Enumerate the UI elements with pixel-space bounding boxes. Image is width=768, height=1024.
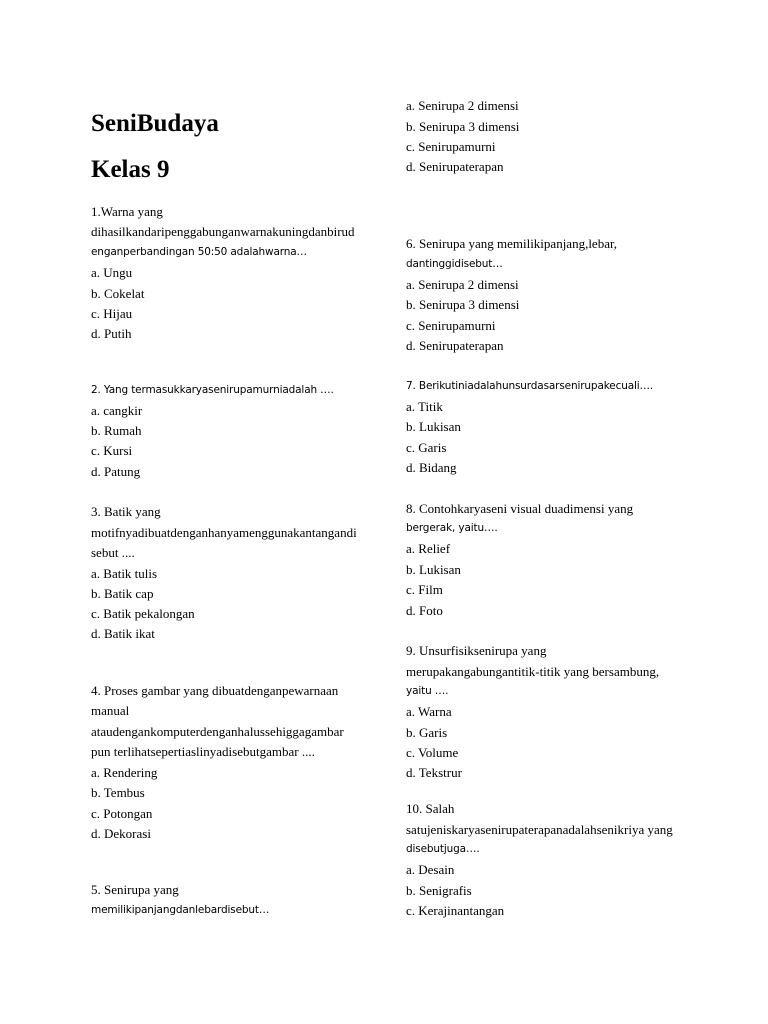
question-8-text: 8. Contohkaryaseni visual duadimensi yang <box>406 501 634 516</box>
page-subtitle: Kelas 9 <box>91 156 170 183</box>
question-5-text: 5. Senirupa yang <box>91 882 179 897</box>
question-8-option-b: b. Lukisan <box>406 562 461 577</box>
page-title: SeniBudaya <box>91 110 219 137</box>
question-8-option-d: d. Foto <box>406 603 443 618</box>
question-5-option-d: d. Senirupaterapan <box>406 159 504 174</box>
question-4-option-d: d. Dekorasi <box>91 826 151 841</box>
question-3-text: motifnyadibuatdenganhanyamenggunakantangandi <box>91 525 357 540</box>
question-3-text: 3. Batik yang <box>91 504 161 519</box>
question-5-text: memilikipanjangdanlebardisebut… <box>91 904 270 916</box>
question-5-option-c: c. Senirupamurni <box>406 139 496 154</box>
question-8-option-a: a. Relief <box>406 541 451 556</box>
question-10-option-c: c. Kerajinantangan <box>406 903 505 918</box>
question-9-option-b: b. Garis <box>406 725 448 740</box>
question-4-text: ataudengankomputerdenganhalussehiggagambar <box>91 724 344 739</box>
question-6-option-c: c. Senirupamurni <box>406 318 496 333</box>
question-7-text: 7. Berikutiniadalahunsurdasarsenirupakecuali…. <box>406 380 654 392</box>
question-8-text: bergerak, yaitu…. <box>406 522 498 534</box>
question-2-text: 2. Yang termasukkaryasenirupamurniadalah …. <box>91 384 334 396</box>
question-9-text: yaitu …. <box>406 685 449 697</box>
question-9-text: merupakangabungantitik-titik yang bersambung, <box>406 664 660 679</box>
question-10-option-b: b. Senigrafis <box>406 883 472 898</box>
question-6-text: dantinggidisebut… <box>406 258 503 270</box>
question-9-option-a: a. Warna <box>406 704 452 719</box>
question-10-option-a: a. Desain <box>406 862 455 877</box>
question-6-option-a: a. Senirupa 2 dimensi <box>406 277 519 292</box>
question-4-option-c: c. Potongan <box>91 806 153 821</box>
question-10-text: satujeniskaryasenirupaterapanadalahsenikriya yang <box>406 822 673 837</box>
question-9-option-d: d. Tekstrur <box>406 765 462 780</box>
question-4-text: pun terlihatsepertiaslinyadisebutgambar .... <box>91 744 315 759</box>
question-1-text: enganperbandingan 50:50 adalahwarna… <box>91 246 307 258</box>
question-2-option-a: a. cangkir <box>91 403 143 418</box>
question-3-option-b: b. Batik cap <box>91 586 154 601</box>
question-1-option-c: c. Hijau <box>91 306 133 321</box>
question-2-option-d: d. Patung <box>91 464 141 479</box>
question-7-option-d: d. Bidang <box>406 460 457 475</box>
question-4-text: manual <box>91 703 130 718</box>
question-9-option-c: c. Volume <box>406 745 459 760</box>
question-6-text: 6. Senirupa yang memilikipanjang,lebar, <box>406 236 618 251</box>
question-4-text: 4. Proses gambar yang dibuatdenganpewarnaan <box>91 683 339 698</box>
question-7-option-b: b. Lukisan <box>406 419 461 434</box>
question-4-option-a: a. Rendering <box>91 765 158 780</box>
question-4-option-b: b. Tembus <box>91 785 145 800</box>
question-5-option-b: b. Senirupa 3 dimensi <box>406 119 520 134</box>
question-6-option-d: d. Senirupaterapan <box>406 338 504 353</box>
question-2-option-b: b. Rumah <box>91 423 142 438</box>
question-1-option-d: d. Putih <box>91 326 132 341</box>
question-1-option-b: b. Cokelat <box>91 286 145 301</box>
question-5-option-a: a. Senirupa 2 dimensi <box>406 98 519 113</box>
question-8-option-c: c. Film <box>406 582 443 597</box>
question-7-option-c: c. Garis <box>406 440 447 455</box>
question-1-text: 1.Warna yang <box>91 204 163 219</box>
question-10-text: 10. Salah <box>406 801 455 816</box>
question-3-option-d: d. Batik ikat <box>91 626 155 641</box>
question-9-text: 9. Unsurfisiksenirupa yang <box>406 643 547 658</box>
question-7-option-a: a. Titik <box>406 399 443 414</box>
question-2-option-c: c. Kursi <box>91 443 133 458</box>
question-3-text: sebut .... <box>91 545 135 560</box>
question-1-option-a: a. Ungu <box>91 265 133 280</box>
question-3-option-c: c. Batik pekalongan <box>91 606 195 621</box>
question-10-text: disebutjuga…. <box>406 843 480 855</box>
question-1-text: dihasilkandaripenggabunganwarnakuningdanbirud <box>91 224 355 239</box>
question-6-option-b: b. Senirupa 3 dimensi <box>406 297 520 312</box>
question-3-option-a: a. Batik tulis <box>91 566 158 581</box>
